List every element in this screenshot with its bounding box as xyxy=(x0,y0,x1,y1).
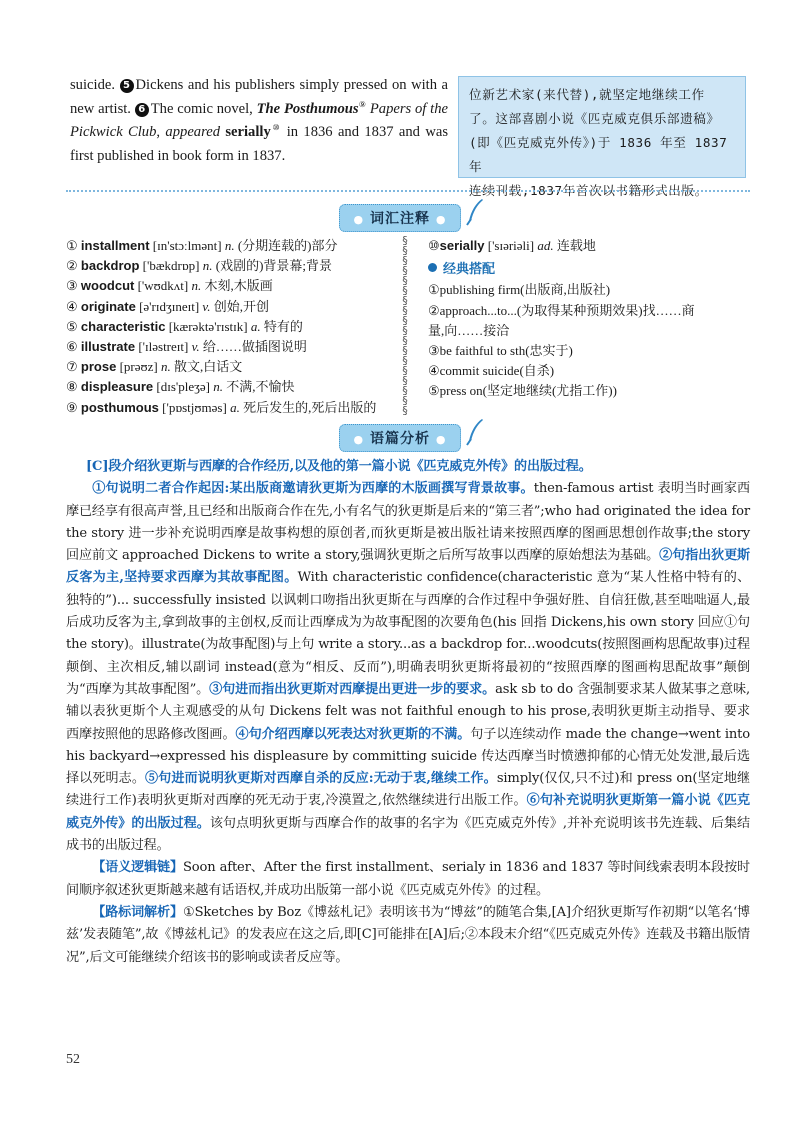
vocab-word: illustrate xyxy=(80,339,136,355)
vocab-ipa: ['wʊdkʌt] xyxy=(137,278,189,294)
analysis-text: 该句点明狄更斯与西摩合作的故事的名字为《匹克威克外传》,并补充说明该书先连载、后集结成书的出版过程。 xyxy=(66,815,750,854)
passage-text: The comic novel, xyxy=(150,100,253,117)
analysis-point-3: ③句进而指出狄更斯对西摩提出更进一步的要求。 xyxy=(209,681,496,697)
vocab-definition: 特有的 xyxy=(263,318,303,334)
analysis-point-1: ①句说明二者合作起因:某出版商邀请狄更斯为西摩的木版画撰写背景故事。 xyxy=(92,481,534,497)
vocab-ipa: [kærəktə'rɪstɪk] xyxy=(168,318,248,334)
vocab-pos: n. xyxy=(202,258,213,274)
vocab-definition: 死后发生的,死后出版的 xyxy=(243,399,377,415)
bullet-icon xyxy=(428,263,437,272)
vocab-word: originate xyxy=(80,298,136,314)
analysis-text: simply(仅仅,只不过)和 press on(坚定地继续进行工作)表明狄更斯对西摩的死无动于衷,冷漠置之,依然继续进行出版工作。 xyxy=(66,771,750,809)
passage-text: suicide. xyxy=(70,77,115,93)
analysis-paragraph xyxy=(66,478,750,857)
vocab-word: serially xyxy=(439,238,485,253)
vocab-entry-illustrate xyxy=(66,337,396,357)
vocab-right-column xyxy=(428,236,758,402)
passage-text: Dickens and his publishers simply pressed on with a new artist. xyxy=(70,77,448,117)
analysis-point-6: ⑥句补充说明狄更斯第一篇小说《匹克威克外传》的出版过程。 xyxy=(66,793,750,831)
vocab-number: ⑥ xyxy=(66,339,78,355)
book-title: Posthumous xyxy=(283,100,359,117)
translation-line: 连续刊载,1837年首次以书籍形式出版。 xyxy=(469,183,708,198)
quill-pen-icon xyxy=(464,417,486,447)
collocation-item: ④commit suicide(自杀) xyxy=(428,363,555,379)
vocab-entry-serially xyxy=(428,236,758,256)
collocation-heading xyxy=(428,260,758,280)
translation-line: (即《匹克威克外传》)于 1836 年至 1837 年 xyxy=(469,135,728,174)
vocab-ipa: ['pɒstjʊməs] xyxy=(162,399,227,415)
book-title: The xyxy=(256,100,281,117)
vocab-ipa: ['sɪəriəli] xyxy=(487,238,535,253)
vocab-word: displeasure xyxy=(80,379,154,395)
vocab-heading: ● 词汇注释 ● xyxy=(339,204,462,232)
vocab-definition: 散文,白话文 xyxy=(173,359,243,375)
vocab-number: ⑦ xyxy=(66,359,78,375)
collocation-item: ②approach...to...(为取得某种预期效果)找……商 xyxy=(428,302,695,318)
analysis-text: With characteristic confidence(characteristic 意为“某人性格中特有的、独特的”)... successfully insisted 以讽刺口吻指出狄更斯在与西摩的合作过程中争强好胜、自信狂傲,甚至咄咄逼人,最后成功反客为主,拿到故事的主创权,反而让西摩成为为故事配图的次要角色(his 回指 Dickens,his own story 回应①句 the story)。illustrate(为故事配图)与上句 write a story...as a backdrop for...woodcuts(按照图画构思配故事)过程颠倒、主次相反,辅以副词 instead(意为“相反、反而”),明确表明狄更斯将最初的“按照西摩的图画构思配故事”颠倒为“西摩为其故事配图”。 xyxy=(66,570,751,697)
vocab-pos: n. xyxy=(213,379,224,395)
vocab-word: posthumous xyxy=(80,399,159,415)
vocab-entry-originate xyxy=(66,297,396,317)
vocab-number: ⑤ xyxy=(66,318,78,334)
vocab-pos: n. xyxy=(224,238,235,253)
analysis-text: 句子以连续动作 made the change→went into his backyard→expressed his displeasure by committing suicide 传达西摩当时愤懑抑郁的心情无处发泄,最后选择以死明志。 xyxy=(66,726,750,787)
vocab-ipa: ['ɪləstreɪt] xyxy=(138,339,189,355)
vocab-entry-displeasure xyxy=(66,377,396,397)
vocab-ipa: ['bækdrɒp] xyxy=(142,258,200,274)
vocab-list xyxy=(66,236,396,418)
analysis-point-5: ⑤句进而说明狄更斯对西摩自杀的反应:无动于衷,继续工作。 xyxy=(145,771,497,787)
vocab-definition: 木刻,木版画 xyxy=(204,278,273,294)
analysis-body xyxy=(66,456,750,969)
vocab-ipa: [prəʊz] xyxy=(119,359,158,375)
collocation-item: ③be faithful to sth(忠实于) xyxy=(428,343,573,359)
analysis-paragraph-title: [C]段介绍狄更斯与西摩的合作经历,以及他的第一篇小说《匹克威克外传》的出版过程。 xyxy=(86,459,592,474)
vocab-ipa: [ə'rɪdʒɪneɪt] xyxy=(139,298,200,314)
collocation-heading-label: 经典搭配 xyxy=(443,262,496,278)
analysis-heading: ● 语篇分析 ● xyxy=(339,424,462,452)
vocab-heading-wrap xyxy=(0,204,800,232)
passage-text: in 1836 and 1837 and was first published in book form in 1837. xyxy=(70,124,449,164)
vocab-definition: (分期连载的)部分 xyxy=(237,238,338,253)
vocab-word: installment xyxy=(80,238,150,253)
vocab-number: ① xyxy=(66,238,78,253)
vocab-ipa: [dɪs'pleʒə] xyxy=(156,379,211,395)
collocation-item: ⑤press on(坚定地继续(尤指工作)) xyxy=(428,383,617,399)
vocab-number: ② xyxy=(66,258,78,274)
analysis-point-4: ④句介绍西摩以死表达对狄更斯的不满。 xyxy=(235,726,471,742)
vocab-entry-posthumous xyxy=(66,398,396,418)
vocab-entry-characteristic xyxy=(66,317,396,337)
vocab-heading-label: 词汇注释 xyxy=(370,211,430,227)
vocab-word: woodcut xyxy=(80,278,135,294)
vocab-pos: n. xyxy=(160,359,171,375)
translation-box xyxy=(458,76,746,198)
sentence-number-6: 6 xyxy=(135,103,149,117)
vocab-pos: ad. xyxy=(537,238,554,253)
signpost-paragraph xyxy=(66,902,750,969)
vocab-number: ③ xyxy=(66,278,78,294)
passage-keyword: serially xyxy=(225,124,271,140)
passage-text: appeared xyxy=(165,124,220,140)
collocation-item: 量,向……接洽 xyxy=(428,322,510,338)
quill-pen-icon xyxy=(464,197,486,227)
english-passage xyxy=(70,74,448,168)
vocab-definition: (戏剧的)背景幕;背景 xyxy=(215,258,333,274)
chain-divider: § § § § § § § § § § § § § § § § § § xyxy=(402,234,408,417)
translation-line: 了。这部喜剧小说《匹克威克俱乐部遗稿》 xyxy=(469,111,720,126)
vocab-entry-installment xyxy=(66,236,396,256)
logic-chain-paragraph xyxy=(66,857,750,902)
vocab-number: ⑨ xyxy=(66,399,78,415)
vocab-number: ⑧ xyxy=(66,379,78,395)
vocab-number: ⑩ xyxy=(428,238,440,253)
vocab-word: backdrop xyxy=(80,258,140,274)
vocab-definition: 连载地 xyxy=(556,238,596,253)
translation-line: 位新艺术家(来代替),就坚定地继续工作 xyxy=(469,87,705,102)
logic-chain-label: 【语义逻辑链】 xyxy=(92,860,183,876)
collocation-list xyxy=(428,280,758,401)
logic-chain-text: Soon after、After the first installment、serialy in 1836 and 1837 等时间线索表明本段按时间顺序叙述狄更斯越来越有话语权,并成功出版第一部小说《匹克威克外传》的过程。 xyxy=(66,860,750,898)
analysis-text: then-famous artist 表明当时画家西摩已经享有很高声誉,且已经和出版商合作在先,小有名气的狄更斯是后来的“第三者”;who had originated the idea for the story 进一步补充说明西摩是故事构想的原创者,而狄更斯是被出版社请来按照西摩的图画思想创作故事;the story 回应前文 approached Dickens to write a story,强调狄更斯之后所写故事以西摩的原始想法为基础。 xyxy=(66,481,751,564)
vocab-pos: a. xyxy=(250,318,261,334)
vocab-word: prose xyxy=(80,359,117,375)
vocab-entry-prose xyxy=(66,357,396,377)
signpost-text: ①Sketches by Boz《博兹札记》表明该书为“博兹”的随笔合集,[A]介绍狄更斯写作初期“以笔名‘博兹’发表随笔”,故《博兹札记》的发表应在这之后,即[C]可能排在[A]后;②本段末介绍“《匹克威克外传》连载及书籍出版情况”,后文可能继续介绍该书的影响或读者反应等。 xyxy=(66,904,750,965)
analysis-text: ask sb to do 含强制要求某人做某事之意味,辅以表狄更斯个人主观感受的从句 Dickens felt was not faithful enough to his prose,表明狄更斯主动指导、要求西摩按照他的思路修改图画。 xyxy=(66,681,750,742)
signpost-label: 【路标词解析】 xyxy=(92,904,183,920)
vocab-pos: a. xyxy=(230,399,240,415)
collocation-item: ①publishing firm(出版商,出版社) xyxy=(428,282,611,298)
vocab-definition: 给……做插图说明 xyxy=(202,339,307,355)
vocab-pos: v. xyxy=(191,339,200,355)
vocab-entry-woodcut xyxy=(66,276,396,296)
analysis-heading-wrap xyxy=(0,424,800,452)
vocab-entry-backdrop xyxy=(66,256,396,276)
passage-text: , xyxy=(156,124,161,140)
vocab-pos: v. xyxy=(202,298,211,314)
analysis-point-2: ②句指出狄更斯反客为主,坚持要求西摩为其故事配图。 xyxy=(66,548,750,586)
page-number: 52 xyxy=(66,1052,80,1067)
footnote-ref: ⑩ xyxy=(270,123,282,133)
sentence-number-5: 5 xyxy=(120,79,134,93)
vocab-word: characteristic xyxy=(80,318,166,334)
footnote-ref: ⑨ xyxy=(358,99,367,109)
vocab-ipa: [ɪn'stɔːlmənt] xyxy=(152,238,222,253)
analysis-heading-label: 语篇分析 xyxy=(370,431,430,447)
vocab-number: ④ xyxy=(66,298,78,314)
section-divider xyxy=(66,190,750,192)
book-title: Papers of the Pickwick Club xyxy=(70,100,448,140)
vocab-pos: n. xyxy=(191,278,202,294)
vocab-definition: 创始,开创 xyxy=(213,298,269,314)
vocab-definition: 不满,不愉快 xyxy=(226,379,295,395)
